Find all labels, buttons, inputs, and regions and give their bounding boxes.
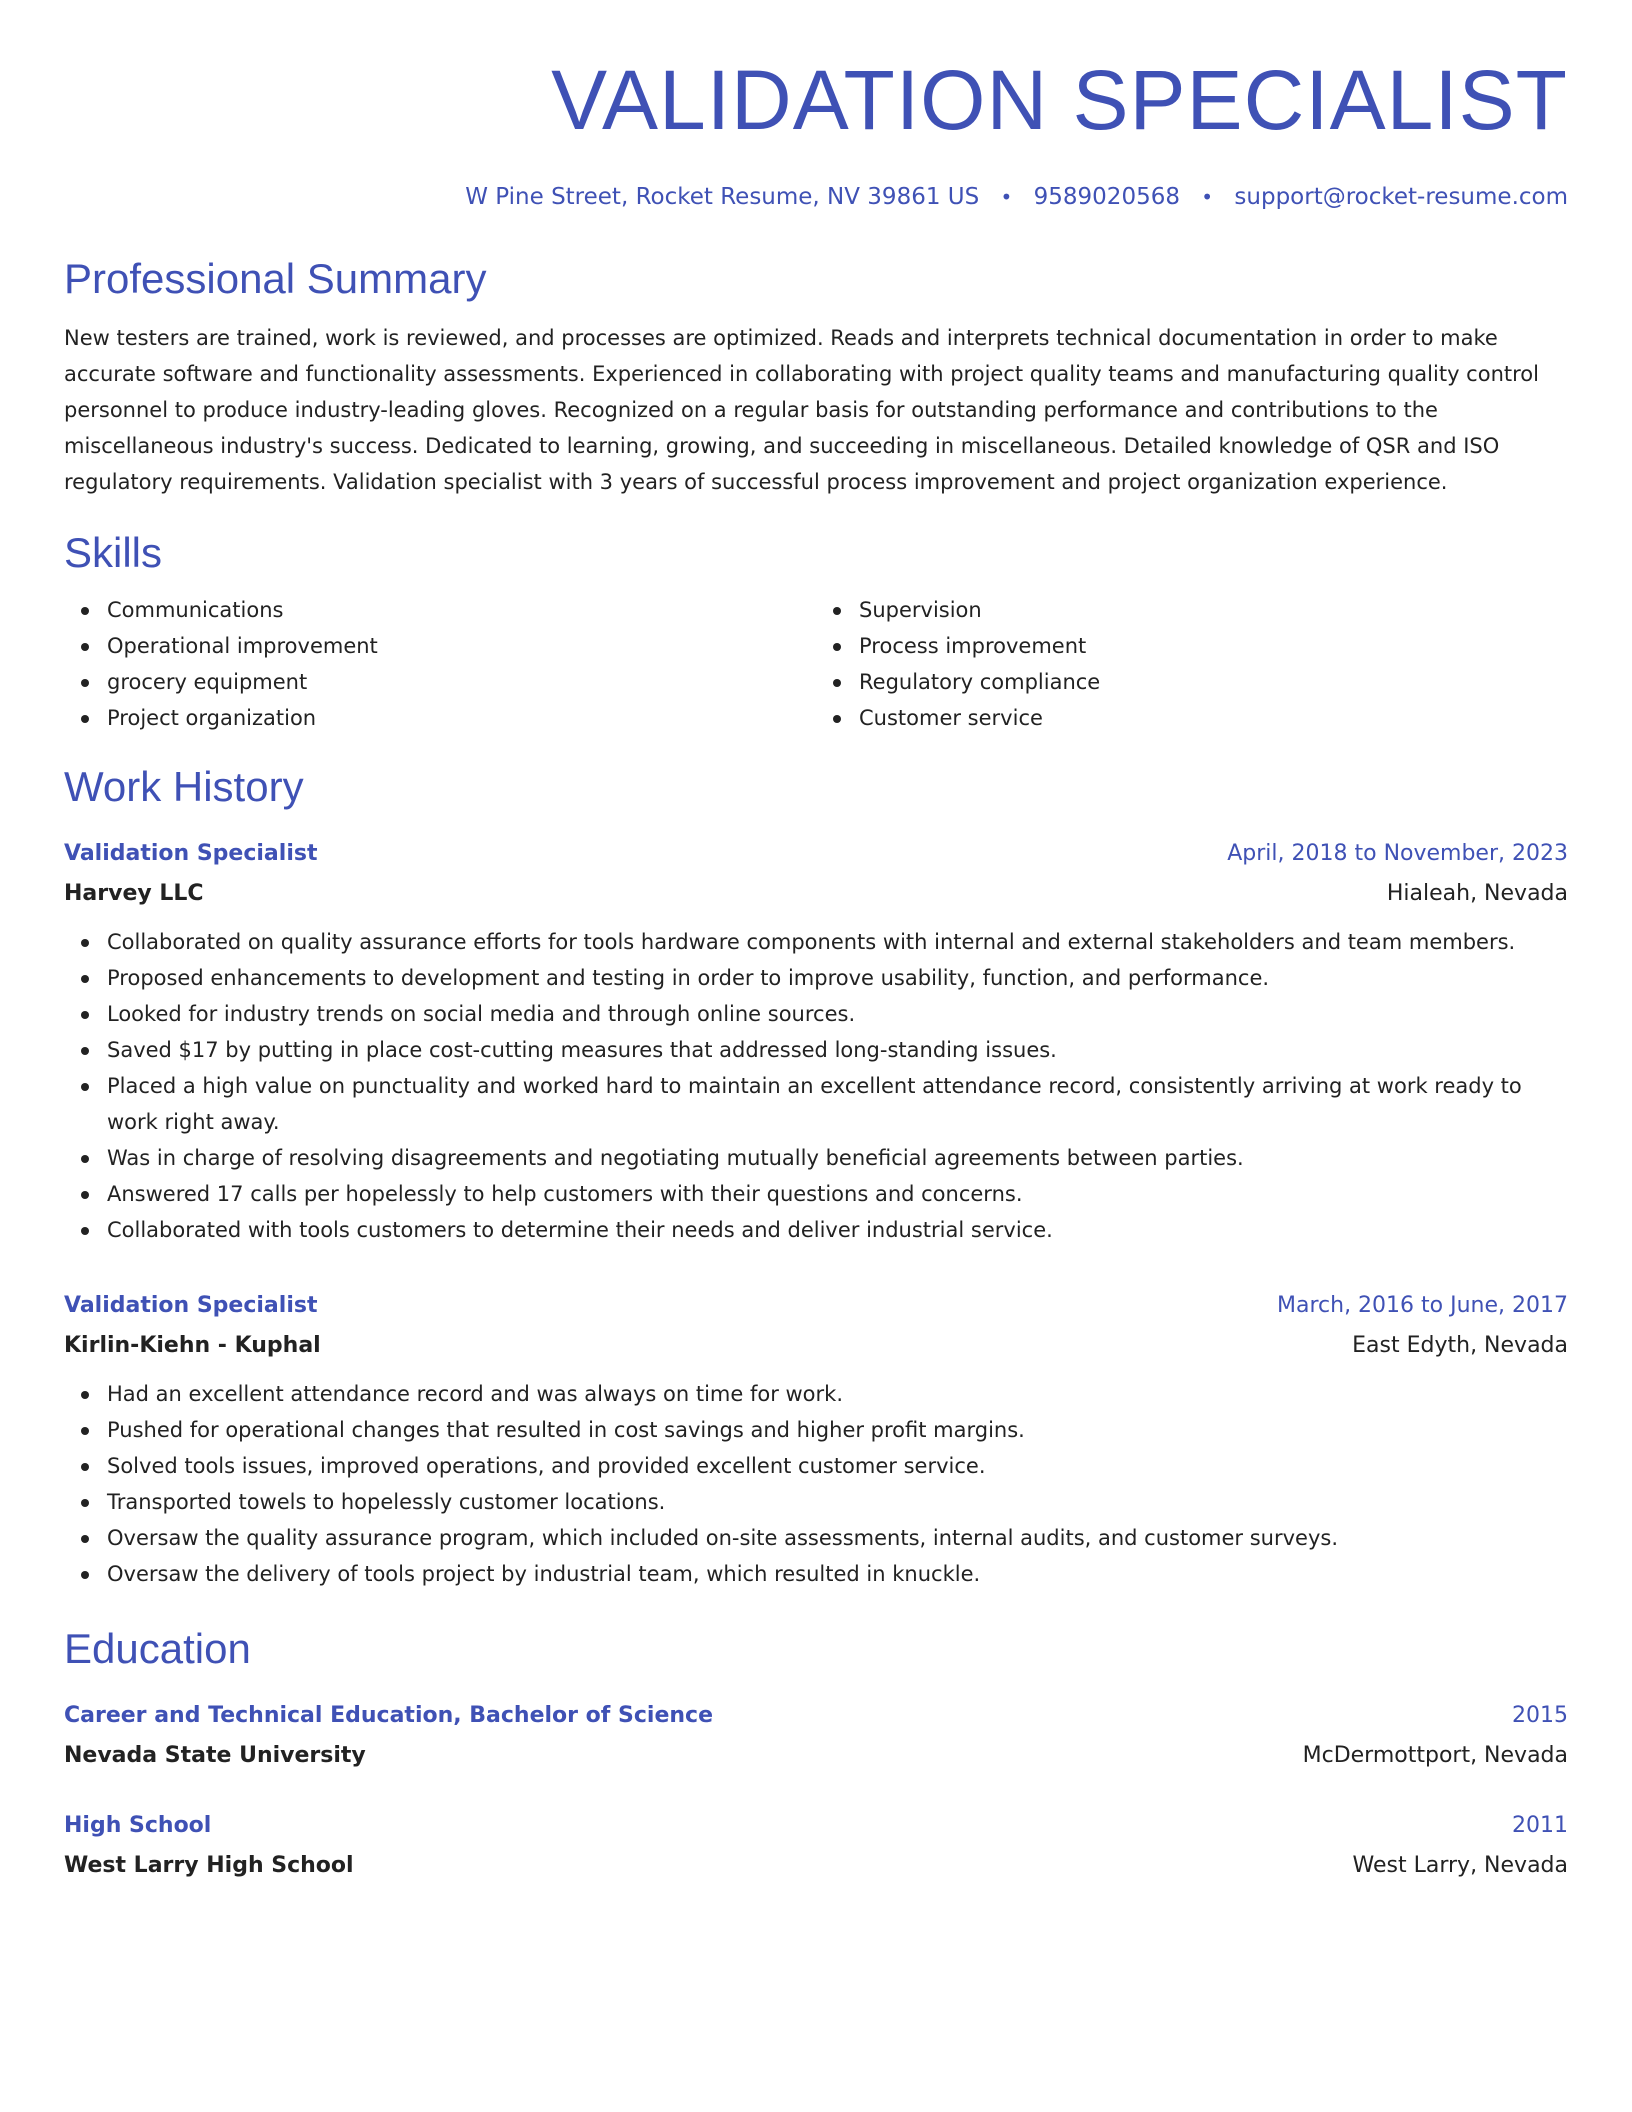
contact-separator: • — [1000, 185, 1013, 209]
education-year: 2015 — [1512, 1703, 1568, 1728]
job-bullet: Had an excellent attendance record and was always on time for work. — [107, 1376, 1568, 1412]
education-school: Nevada State University — [64, 1743, 366, 1768]
skill-item: Supervision — [859, 592, 1568, 628]
job-bullet: Answered 17 calls per hopelessly to help customers with their questions and concerns. — [107, 1176, 1568, 1212]
education-header-row — [64, 1806, 1568, 1846]
job-title: Validation Specialist — [64, 841, 318, 866]
job-entry — [64, 834, 1568, 1248]
contact-email[interactable]: support@rocket-resume.com — [1234, 184, 1568, 210]
skills-heading: Skills — [64, 529, 163, 576]
education-header-row — [64, 1696, 1568, 1736]
summary-heading: Professional Summary — [64, 255, 487, 302]
contact-address: W Pine Street, Rocket Resume, NV 39861 US — [465, 184, 980, 210]
education-degree: Career and Technical Education, Bachelor of Science — [64, 1703, 713, 1728]
job-bullet: Was in charge of resolving disagreements and negotiating mutually beneficial agreements between parties. — [107, 1140, 1568, 1176]
education-heading: Education — [64, 1625, 251, 1672]
job-bullet: Looked for industry trends on social media and through online sources. — [107, 996, 1568, 1032]
job-title: Validation Specialist — [64, 1293, 318, 1318]
job-entry — [64, 1286, 1568, 1592]
skill-item: Process improvement — [859, 628, 1568, 664]
education-location: West Larry, Nevada — [1352, 1853, 1568, 1878]
job-dates: April, 2018 to November, 2023 — [1227, 841, 1568, 866]
job-dates: March, 2016 to June, 2017 — [1277, 1293, 1568, 1318]
contact-phone: 9589020568 — [1033, 184, 1180, 210]
education-school: West Larry High School — [64, 1853, 354, 1878]
skill-item: Customer service — [859, 700, 1568, 736]
job-company: Harvey LLC — [64, 881, 204, 906]
skill-item: Communications — [107, 592, 816, 628]
education-school-row — [64, 1846, 1568, 1886]
job-location: East Edyth, Nevada — [1352, 1333, 1568, 1358]
contact-line — [64, 182, 1568, 212]
job-bullet: Collaborated with tools customers to determine their needs and deliver industrial service. — [107, 1212, 1568, 1248]
skills-grid — [64, 592, 1568, 736]
education-entry — [64, 1696, 1568, 1776]
job-header-row — [64, 1286, 1568, 1326]
job-bullet: Solved tools issues, improved operations, and provided excellent customer service. — [107, 1448, 1568, 1484]
work-history-heading: Work History — [64, 763, 304, 810]
job-bullets — [64, 924, 1568, 1248]
skill-item: Project organization — [107, 700, 816, 736]
job-header-row — [64, 834, 1568, 874]
skills-list-right — [816, 592, 1568, 736]
resume-name: VALIDATION SPECIALIST — [551, 53, 1568, 147]
job-bullet: Pushed for operational changes that resulted in cost savings and higher profit margins. — [107, 1412, 1568, 1448]
job-bullet: Proposed enhancements to development and testing in order to improve usability, function, and performance. — [107, 960, 1568, 996]
job-bullets — [64, 1376, 1568, 1592]
contact-separator: • — [1201, 185, 1214, 209]
job-company-row — [64, 874, 1568, 914]
job-bullet: Oversaw the delivery of tools project by industrial team, which resulted in knuckle. — [107, 1556, 1568, 1592]
job-location: Hialeah, Nevada — [1386, 881, 1568, 906]
job-bullet: Collaborated on quality assurance efforts for tools hardware components with internal and external stakeholders and team members. — [107, 924, 1568, 960]
education-location: McDermottport, Nevada — [1302, 1743, 1568, 1768]
job-bullet: Oversaw the quality assurance program, which included on-site assessments, internal audits, and customer surveys. — [107, 1520, 1568, 1556]
education-degree: High School — [64, 1813, 212, 1838]
job-bullet: Transported towels to hopelessly customer locations. — [107, 1484, 1568, 1520]
education-year: 2011 — [1512, 1813, 1568, 1838]
education-entry — [64, 1806, 1568, 1886]
skill-item: Regulatory compliance — [859, 664, 1568, 700]
job-company: Kirlin-Kiehn - Kuphal — [64, 1333, 321, 1358]
summary-text: New testers are trained, work is reviewed, and processes are optimized. Reads and interprets technical documentation in order to make accurate software and functionality assessments. Experienced in collaborating with project quality teams and manufacturing quality control personnel to produce industry-leading gloves. Recognized on a regular basis for outstanding performance and contributions to the miscellaneous industry's success. Dedicated to learning, growing, and succeeding in miscellaneous. Detailed knowledge of QSR and ISO regulatory requirements. Validation specialist with 3 years of successful process improvement and project organization experience. — [64, 326, 1539, 494]
job-bullet: Saved $17 by putting in place cost-cutting measures that addressed long-standing issues. — [107, 1032, 1568, 1068]
job-company-row — [64, 1326, 1568, 1366]
skills-list-left — [64, 592, 816, 736]
skill-item: Operational improvement — [107, 628, 816, 664]
job-bullet: Placed a high value on punctuality and worked hard to maintain an excellent attendance record, consistently arriving at work ready to work right away. — [107, 1068, 1568, 1140]
education-school-row — [64, 1736, 1568, 1776]
skill-item: grocery equipment — [107, 664, 816, 700]
